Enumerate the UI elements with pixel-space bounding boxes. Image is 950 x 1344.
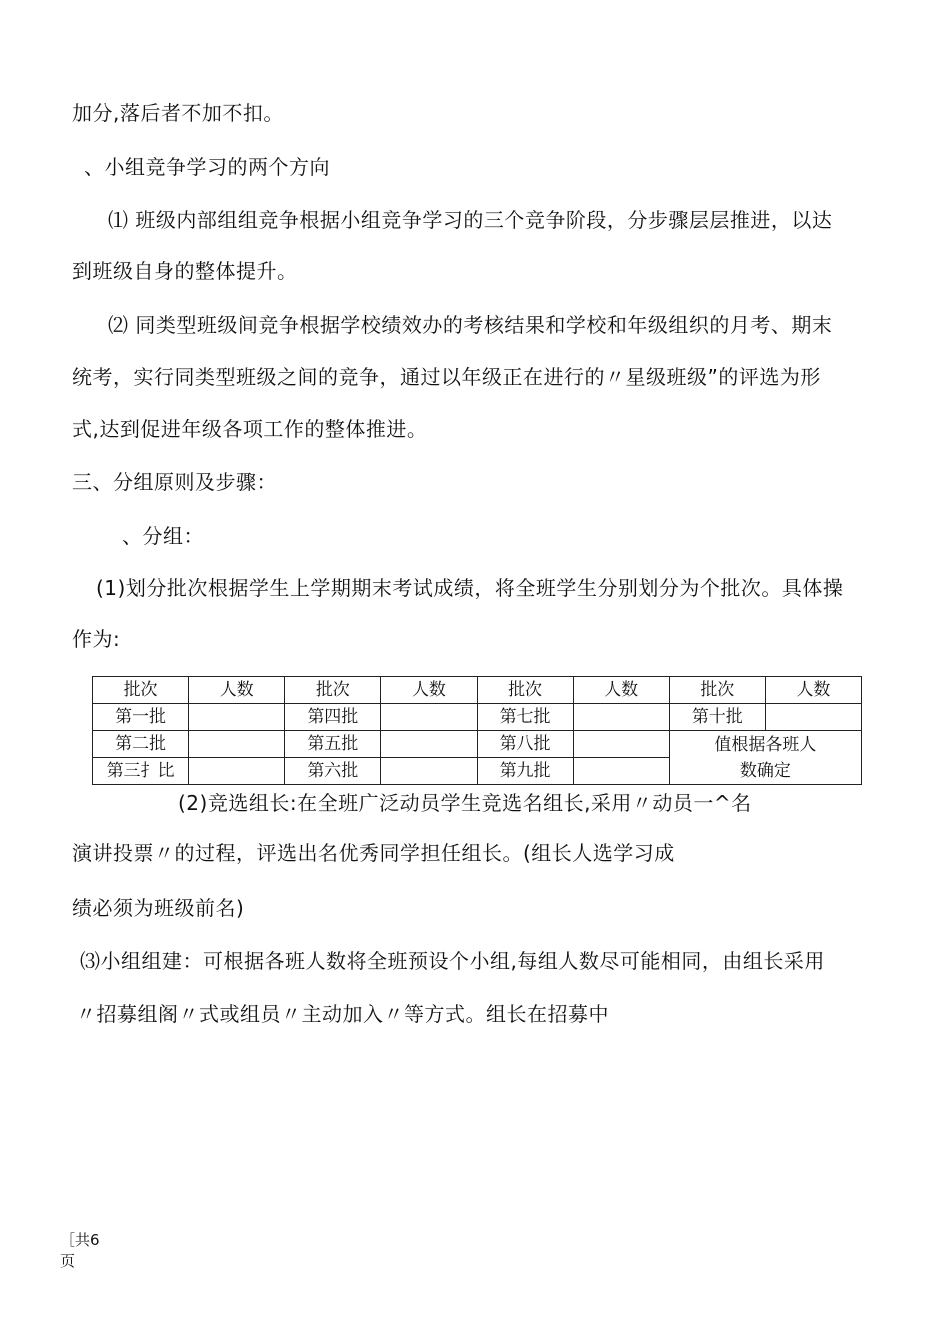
table-cell: 第八批 xyxy=(477,731,573,758)
table-note-line2: 数确定 xyxy=(739,760,791,781)
table-cell xyxy=(381,758,477,785)
page-footer-line1: ［共6 xyxy=(60,1231,100,1249)
paragraph-item-2-line1: ⑵ 同类型班级间竞争根据学校绩效办的考核结果和学校和年级组织的月考、期末 xyxy=(108,313,833,337)
paragraph-step-3-line2: 〃招募组阁〃式或组员〃主动加入〃等方式。组长在招募中 xyxy=(76,1002,609,1026)
table-cell xyxy=(381,731,477,758)
table-cell: 第六批 xyxy=(285,758,381,785)
table-header-cell: 人数 xyxy=(189,677,285,704)
paragraph-step-2-line2: 演讲投票〃的过程，评选出名优秀同学担任组长。(组长人选学习成 xyxy=(72,841,675,865)
table-cell xyxy=(189,704,285,731)
table-note-line1: 值根据各班人 xyxy=(714,734,817,755)
paragraph-step-3-line1: ⑶小组组建：可根据各班人数将全班预设个小组,每组人数尽可能相同，由组长采用 xyxy=(80,949,825,973)
table-cell: 第二批 xyxy=(93,731,189,758)
table-header-cell: 批次 xyxy=(669,677,765,704)
paragraph-item-2-line3: 式,达到促进年级各项工作的整体推进。 xyxy=(72,417,428,441)
table-header-row xyxy=(93,677,862,704)
table-cell xyxy=(573,731,669,758)
table-header-cell: 人数 xyxy=(573,677,669,704)
page-footer-line2: 页 xyxy=(60,1252,76,1270)
subsection-heading-grouping: 、分组： xyxy=(122,524,204,548)
table-header-cell: 批次 xyxy=(93,677,189,704)
table-cell: 第九批 xyxy=(477,758,573,785)
paragraph-step-2-line1: (2)竞选组长:在全班广泛动员学生竞选名组长,采用〃动员一^名 xyxy=(178,791,752,815)
table-cell: 第五批 xyxy=(285,731,381,758)
page-footer xyxy=(60,1230,100,1272)
table-cell xyxy=(189,731,285,758)
table-cell: 第三扌比 xyxy=(93,758,189,785)
paragraph-step-2-line3: 绩必须为班级前名) xyxy=(72,896,245,920)
table-cell xyxy=(765,704,861,731)
table-cell: 第十批 xyxy=(669,704,765,731)
section-heading-two-directions: 、小组竞争学习的两个方向 xyxy=(84,155,330,179)
paragraph-step-1-line2: 作为: xyxy=(72,627,121,651)
table-cell xyxy=(573,758,669,785)
table-header-cell: 批次 xyxy=(285,677,381,704)
batch-table xyxy=(92,676,862,785)
table-cell xyxy=(189,758,285,785)
table-header-cell: 批次 xyxy=(477,677,573,704)
table-header-cell: 人数 xyxy=(381,677,477,704)
paragraph-step-1-line1: (1)划分批次根据学生上学期期末考试成绩，将全班学生分别划分为个批次。具体操 xyxy=(96,576,844,600)
table-header-cell: 人数 xyxy=(765,677,861,704)
table-cell xyxy=(573,704,669,731)
paragraph-continuation: 加分,落后者不加不扣。 xyxy=(72,101,284,125)
table-note-cell xyxy=(669,731,861,785)
paragraph-item-1-line2: 到班级自身的整体提升。 xyxy=(72,259,298,283)
table-cell: 第四批 xyxy=(285,704,381,731)
table-cell xyxy=(381,704,477,731)
paragraph-item-2-line2: 统考，实行同类型班级之间的竞争，通过以年级正在进行的〃星级班级”的评选为形 xyxy=(72,365,821,389)
paragraph-item-1-line1: ⑴ 班级内部组组竞争根据小组竞争学习的三个竞争阶段，分步骤层层推进，以达 xyxy=(108,208,833,232)
table-cell: 第一批 xyxy=(93,704,189,731)
table-row xyxy=(93,731,862,758)
section-heading-three: 三、分组原则及步骤： xyxy=(72,470,277,494)
table-row xyxy=(93,704,862,731)
table-cell: 第七批 xyxy=(477,704,573,731)
